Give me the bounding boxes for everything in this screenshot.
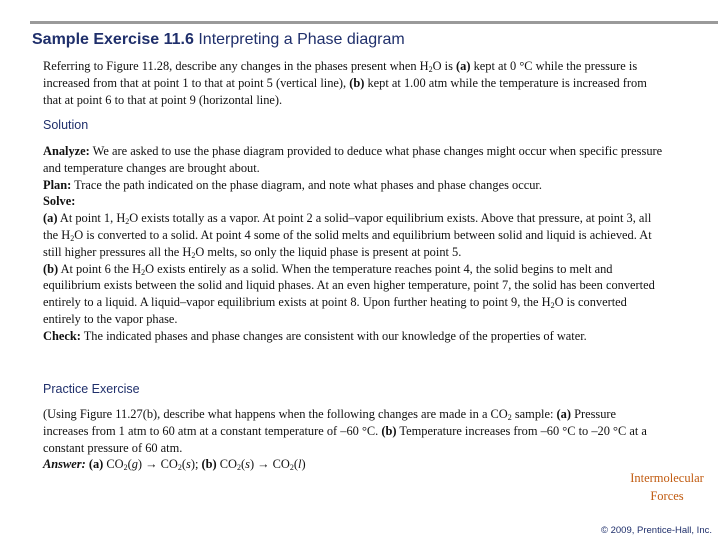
solve-label: Solve:: [43, 194, 76, 209]
check-paragraph: Check: The indicated phases and phase changes are consistent with our knowledge of the properties of water.: [43, 328, 587, 343]
copyright-notice: © 2009, Prentice-Hall, Inc.: [600, 525, 712, 536]
practice-exercise: [43, 406, 663, 473]
practice-heading: Practice Exercise: [43, 382, 140, 396]
part-b-paragraph: (b) At point 6 the $H_2O$ exists entirely as a solid. When the temperature reaches point 4, the solid begins to melt and equilibrium exists between the solid and liquid phases. At an even higher temperature, point 7, the solid has been converted entirely to a liquid. A liquid–vapor equilibrium exists at point 8. Upon further heating to point 9, the $H_2O$ is converted entirely to the vapor phase.: [43, 261, 655, 326]
part-a-paragraph: (a) At point 1, $H_2O$ exists totally as a vapor. At point 2 a solid–vapor equilibrium exists. Above that pressure, at point 3, all the $H_2O$ is converted to a solid. At point 4 some of the solid melts and equilibrium between solid and liquid is achieved. At still higher pressures all the $H_2O$ melts, so only the liquid phase is present at point 5.: [43, 211, 652, 260]
practice-answer: Answer: (a) $CO_2(g) \to CO_2(s)$; (b) $CO_2(s) \to CO_2(l)$: [43, 457, 306, 473]
practice-question: (Using Figure 11.27(b), describe what happens when the following changes are made in a $CO_2$ sample: (a) Pressure increases from 1 atm to 60 atm at a constant temperature of –60 °C. (b) Temperature increases from –60 °C to –20 °C at a constant pressure of 60 atm.: [43, 407, 647, 455]
solution-body: [43, 143, 663, 345]
analyze-paragraph: Analyze: We are asked to use the phase diagram provided to deduce what phase changes might occur when specific pressure and temperature changes are brought about.: [43, 144, 663, 175]
slide-title: Sample Exercise 11.6 Interpreting a Phase diagram: [32, 31, 405, 48]
solution-heading: Solution: [43, 118, 89, 132]
plan-paragraph: Plan: Trace the path indicated on the phase diagram, and note what phases and phase changes occur.: [43, 177, 542, 192]
top-divider: [30, 21, 718, 24]
chapter-link[interactable]: Intermolecular Forces: [630, 471, 704, 503]
problem-statement: Referring to Figure 11.28, describe any changes in the phases present when $H_2O$ is (a) kept at 0 °C while the pressure is increased from that at point 1 to that at point 5 (vertical line), (b) kept at 1.00 atm while the temperature is increased from that at point 6 to that at point 9 (horizontal line).: [43, 59, 647, 107]
